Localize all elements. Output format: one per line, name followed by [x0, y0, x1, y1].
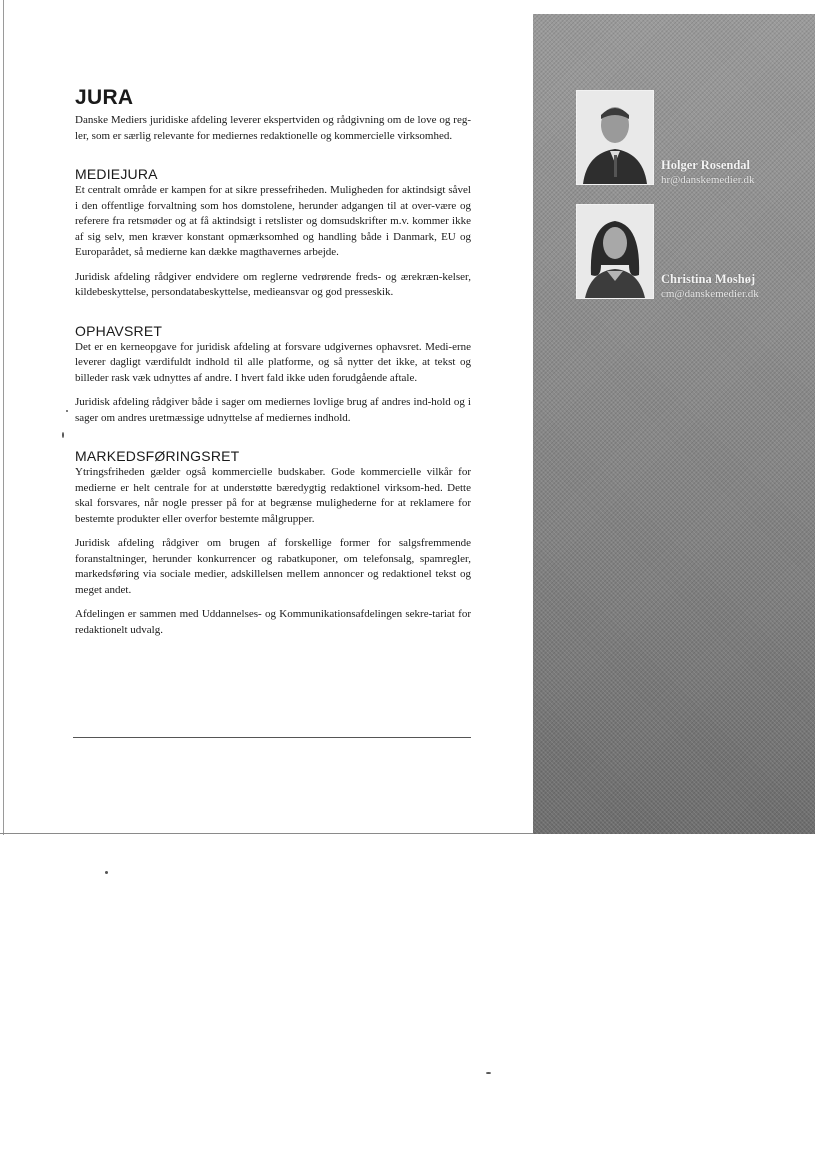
contact-card: [576, 204, 806, 299]
page-title: JURA: [75, 86, 134, 109]
section-heading-markedsforingsret: MARKEDSFØRINGSRET: [75, 448, 240, 464]
section-paragraph: Afdelingen er sammen med Uddannelses- og Kommunikationsafdelingen sekre-tariat for redaktionelt udvalg.: [75, 608, 471, 636]
section-paragraph: Ytringsfriheden gælder også kommercielle budskaber. Gode kommercielle vilkår for medierne er helt centrale for at understøtte bæredygtig redaktionel virksom-hed. Dette skal forsvares, når nogle presser på for at begrænse mulighederne for at reklamere for bestemte produkter eller overfor bestemte målgrupper.: [75, 466, 471, 525]
section-paragraph: Det er en kerneopgave for juridisk afdeling at forsvare udgivernes ophavsret. Medi-erne leverer dagligt værdifuldt indhold til alle platforme, og så nytter det ikke, at tekst og billeder rask væk udnyttes af andre. I hvert fald ikke uden forudgående aftale.: [75, 340, 471, 384]
section-paragraph: Juridisk afdeling rådgiver endvidere om reglerne vedrørende freds- og ærekræn-kelser, kildebeskyttelse, persondatabeskyttelse, medieansvar og god presseskik.: [75, 270, 471, 298]
section-heading-mediejura: MEDIEJURA: [75, 166, 158, 182]
main-content: [75, 86, 471, 638]
contact-email-link[interactable]: hr@danskemedier.dk: [661, 174, 755, 186]
contacts-sidebar: [533, 14, 815, 834]
portrait-man-icon: [576, 90, 654, 185]
scan-speck: [105, 871, 108, 874]
scan-speck: [66, 410, 68, 412]
contact-name: Christina Moshøj: [661, 272, 756, 286]
scan-speck: [486, 1072, 491, 1074]
intro-paragraph: Danske Mediers juridiske afdeling leverer ekspertviden og rådgivning om de love og reg-ler, som er særlig relevante for mediernes redaktionelle og kommercielle virksomhed.: [75, 114, 471, 142]
scan-speck: [62, 432, 64, 438]
portrait-woman-icon: [576, 204, 654, 299]
bottom-divider: [73, 737, 471, 738]
section-paragraph: Juridisk afdeling rådgiver både i sager om mediernes lovlige brug af andres ind-hold og i sager om andres uretmæssige udnyttelse af mediernes indhold.: [75, 396, 471, 424]
contact-email-link[interactable]: cm@danskemedier.dk: [661, 288, 759, 300]
contact-card: [576, 90, 806, 185]
contact-name: Holger Rosendal: [661, 158, 751, 172]
section-paragraph: Juridisk afdeling rådgiver om brugen af forskellige former for salgsfremmende foranstaltninger, herunder konkurrencer og rabatkuponer, om telefonsalg, spamregler, markedsføring via sociale medier, adskillelsen mellem annoncer og redaktionel tekst og meget andet.: [75, 537, 471, 596]
section-paragraph: Et centralt område er kampen for at sikre pressefriheden. Muligheden for aktindsigt såvel i den offentlige forvaltning som hos domstolene, herunder adgangen til at over-være og referere fra retsmøder og at få aktindsigt i retslister og domsudskrifter m.v. kommer ikke af sig selv, men kræver konstant opmærksomhed og handling både i Danmark, EU og Europarådet, så medierne kan dække magthavernes arbejde.: [75, 184, 471, 258]
section-heading-ophavsret: OPHAVSRET: [75, 322, 163, 339]
page-edge-left: [3, 0, 4, 835]
